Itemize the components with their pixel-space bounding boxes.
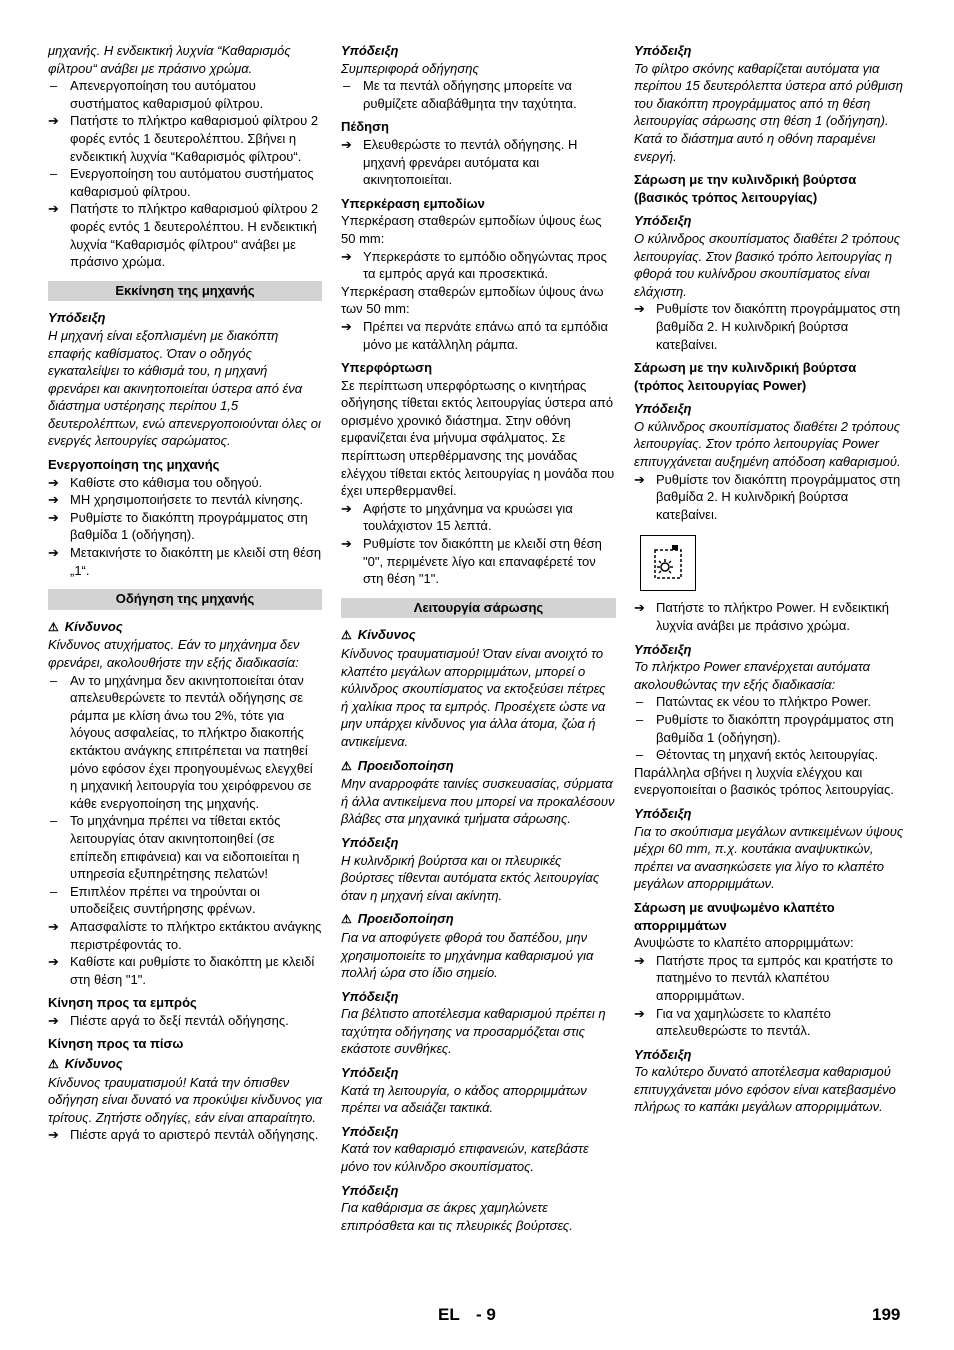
list-item <box>48 544 322 579</box>
list-item <box>48 1012 322 1030</box>
column-2 <box>341 42 616 1234</box>
paragraph: Ανυψώστε το κλαπέτο απορριμμάτων: <box>634 935 854 951</box>
list-item <box>634 471 906 524</box>
arrow-icon: ➔ <box>341 318 352 334</box>
footer-section-page: - 9 <box>476 1305 496 1324</box>
warning-label: Προειδοποίηση <box>357 911 454 927</box>
list-item <box>48 953 322 988</box>
paragraph: Παράλληλα σβήνει η λυχνία ελέγχου και ενεργοποιείται ο βασικός τρόπος λειτουργίας. <box>634 764 894 798</box>
dash-bullet: – <box>50 672 58 688</box>
list-item <box>48 112 322 165</box>
warning-triangle-icon: ⚠ <box>341 628 352 643</box>
list-item <box>634 693 906 711</box>
arrow-icon: ➔ <box>341 500 352 516</box>
arrow-icon: ➔ <box>634 952 645 968</box>
danger-heading <box>341 626 616 645</box>
arrow-icon: ➔ <box>341 248 352 264</box>
list-item <box>634 711 906 746</box>
arrow-icon: ➔ <box>48 509 59 525</box>
page-number: 199 <box>872 1305 901 1324</box>
danger-label: Κίνδυνος <box>357 627 416 643</box>
arrow-icon: ➔ <box>634 301 645 317</box>
list-text: Πρέπει να περνάτε επάνω από τα εμπόδια μόνο με κατάλληλη ράμπα. <box>363 318 609 352</box>
list-item <box>341 136 616 189</box>
list-text: Για να χαμηλώσετε το κλαπέτο απελευθερώστε το πεντάλ. <box>656 1005 831 1039</box>
subheading: Σάρωση με ανυψωμένο κλαπέτο απορριμμάτων <box>634 899 835 933</box>
dash-bullet: – <box>50 166 58 182</box>
subheading: Πέδηση <box>341 119 389 135</box>
subheading: Υπερφόρτωση <box>341 360 433 376</box>
footer-language: EL <box>438 1305 460 1324</box>
subheading: Υπερκέραση εμποδίων <box>341 195 485 211</box>
list-item <box>48 672 322 813</box>
section-heading: Λειτουργία σάρωσης <box>341 598 616 619</box>
column-3 <box>634 42 906 1116</box>
arrow-icon: ➔ <box>48 492 59 508</box>
note-heading: Υπόδειξη <box>634 401 692 417</box>
subheading: Κίνηση προς τα εμπρός <box>48 995 197 1011</box>
note-heading: Υπόδειξη <box>341 834 399 850</box>
arrow-icon: ➔ <box>48 918 59 934</box>
note-text: Κατά τον καθαρισμό επιφανειών, κατεβάστε μόνο τον κύλινδρο σκουπίσματος. <box>341 1141 589 1175</box>
warning-triangle-icon: ⚠ <box>341 912 352 927</box>
note-text: Για το σκούπισμα μεγάλων αντικειμένων ύψους μέχρι 60 mm, π.χ. κουτάκια αναψυκτικών, πρέπει να ανασηκώσετε για λίγο το κλαπέτο μεγάλων απορριμμάτων. <box>634 823 904 892</box>
list-text: Πατήστε το πλήκτρο καθαρισμού φίλτρου 2 φορές εντός 1 δευτερολέπτου. Η ενδεικτική λυχνία “Καθαρισμός φίλτρου“ ανάβει με πράσινο χρώμα. <box>70 201 319 270</box>
warning-text: Μην αναρροφάτε ταινίες συσκευασίας, σύρματα ή άλλα αντικείμενα που μπορεί να προκαλέσουν βλάβες στα μηχανικά τμήματα σάρωσης. <box>341 776 615 827</box>
note-heading: Υπόδειξη <box>341 43 399 58</box>
list-text: Απενεργοποίηση του αυτόματου συστήματος καθαρισμού φίλτρου. <box>70 78 264 111</box>
danger-text: Κίνδυνος τραυματισμού! Κατά την όπισθεν οδήγηση είναι δυνατό να προκύψει κίνδυνος για τρίτους. Ζητήστε οδηγίες, εάν είναι απαραίτητο. <box>48 1074 323 1125</box>
list-text: Πατήστε το πλήκτρο καθαρισμού φίλτρου 2 φορές εντός 1 δευτερολέπτου. Σβήνει η ενδεικτική λυχνία “Καθαρισμός φίλτρου“. <box>70 113 319 164</box>
list-text: Το μηχάνημα πρέπει να τίθεται εκτός λειτουργίας όταν ακινητοποιηθεί (σε επίπεδη επιφάνεια) και να ειδοποιείται η υπηρεσία εξυπηρέτησης πελατών! <box>70 813 300 882</box>
list-item <box>48 200 322 270</box>
list-text: Πατήστε προς τα εμπρός και κρατήστε το πατημένο το πεντάλ κλαπέτου απορριμμάτων. <box>656 952 894 1003</box>
list-item <box>634 952 906 1005</box>
list-item <box>48 165 322 200</box>
list-text: Επιπλέον πρέπει να τηρούνται οι υποδείξεις συντήρησης φρένων. <box>70 883 260 917</box>
arrow-icon: ➔ <box>48 113 59 129</box>
list-text: Απασφαλίστε το πλήκτρο εκτάκτου ανάγκης περιστρέφοντάς το. <box>70 918 322 952</box>
danger-label: Κίνδυνος <box>64 618 123 634</box>
list-text: Καθίστε στο κάθισμα του οδηγού. <box>70 474 263 490</box>
dash-bullet: – <box>636 694 644 710</box>
list-text: Αν το μηχάνημα δεν ακινητοποιείται όταν απελευθερώνετε το πεντάλ οδήγησης σε ράμπα με κλίση άνω του 2%, τότε για λόγους ασφαλείας, το πλήκτρο διακοπής εκτάκτου ανάγκης επιτρέπεται να πατηθεί μόνο εφόσον έχει προηγουμένως ελεγχθεί η μηχανική λειτουργία του χειρόφρενου σε κάθε ενεργοποίηση της μηχανής. <box>70 672 313 811</box>
list-text: Μετακινήστε το διακόπτη με κλειδί στη θέση „1“. <box>70 545 322 578</box>
list-text: Πατώντας εκ νέου το πλήκτρο Power. <box>656 694 872 710</box>
dash-bullet: – <box>50 78 58 94</box>
dash-bullet: – <box>50 883 58 899</box>
danger-heading <box>48 618 322 637</box>
arrow-icon: ➔ <box>634 600 645 616</box>
list-item <box>48 812 322 882</box>
note-text: Ο κύλινδρος σκουπίσματος διαθέτει 2 τρόπους λειτουργίας. Στον τρόπο λειτουργίας Power επιτυγχάνεται αυξημένη απόδοση καθαρισμού. <box>634 418 901 470</box>
subheading: Κίνηση προς τα πίσω <box>48 1036 184 1052</box>
list-text: Ελευθερώστε το πεντάλ οδήγησης. Η μηχανή φρενάρει αυτόματα και ακινητοποιείται. <box>363 136 578 188</box>
list-text: Ενεργοποίηση του αυτόματου συστήματος καθαρισμού φίλτρου. <box>70 166 314 199</box>
arrow-icon: ➔ <box>48 474 59 490</box>
note-text: Κατά τη λειτουργία, ο κάδος απορριμμάτων πρέπει να αδειάζει τακτικά. <box>341 1082 587 1116</box>
subheading: Σάρωση με την κυλινδρική βούρτσα (βασικός τρόπος λειτουργίας) <box>634 172 857 205</box>
arrow-icon: ➔ <box>341 136 352 152</box>
list-item <box>341 77 616 112</box>
list-text: Πατήστε το πλήκτρο Power. Η ενδεικτική λυχνία ανάβει με πράσινο χρώμα. <box>656 600 890 634</box>
list-text: Ρυθμίστε το διακόπτη προγράμματος στη βαθμίδα 1 (οδήγηση). <box>656 712 894 745</box>
note-heading: Υπόδειξη <box>341 1182 399 1198</box>
note-heading: Υπόδειξη <box>341 1123 399 1139</box>
arrow-icon: ➔ <box>48 201 59 217</box>
list-text: Αφήστε το μηχάνημα να κρυώσει για τουλάχιστον 15 λεπτά. <box>363 500 573 534</box>
note-text: Συμπεριφορά οδήγησης <box>341 60 479 76</box>
warning-heading <box>341 910 616 929</box>
section-heading: Εκκίνηση της μηχανής <box>48 281 322 302</box>
list-item <box>634 746 906 764</box>
list-item <box>48 1126 322 1144</box>
danger-heading <box>48 1055 322 1074</box>
list-item <box>48 509 322 544</box>
arrow-icon: ➔ <box>48 1127 59 1143</box>
list-item <box>48 77 322 112</box>
note-text: Το καλύτερο δυνατό αποτέλεσμα καθαρισμού επιτυγχάνεται μόνο εφόσον είναι κατεβασμένο πλήρως το καπάκι μεγάλων απορριμμάτων. <box>634 1064 896 1115</box>
arrow-icon: ➔ <box>341 536 352 552</box>
arrow-icon: ➔ <box>634 1005 645 1021</box>
list-item <box>634 1005 906 1040</box>
list-text: Ρυθμίστε τον διακόπτη προγράμματος στη βαθμίδα 2. Η κυλινδρική βούρτσα κατεβαίνει. <box>656 471 901 522</box>
column-1 <box>48 42 322 1144</box>
note-text: Ο κύλινδρος σκουπίσματος διαθέτει 2 τρόπους λειτουργίας. Στον βασικό τρόπο λειτουργίας η φθορά του κυλίνδρου σκουπίσματος είναι ελάχιστη. <box>634 230 901 299</box>
note-heading: Υπόδειξη <box>341 988 399 1004</box>
list-item <box>48 883 322 918</box>
warning-triangle-icon: ⚠ <box>341 758 352 773</box>
list-text: Πιέστε αργά το δεξί πεντάλ οδήγησης. <box>70 1012 289 1028</box>
warning-label: Προειδοποίηση <box>357 757 454 773</box>
note-heading: Υπόδειξη <box>341 1065 399 1081</box>
list-text: ΜΗ χρησιμοποιήσετε το πεντάλ κίνησης. <box>70 492 304 508</box>
note-text: Το φίλτρο σκόνης καθαρίζεται αυτόματα για περίπου 15 δευτερόλεπτα ύστερα από ρύθμιση του διακόπτη προγράμματος από τη θέση λειτουργίας σάρωσης στη θέση 1 (οδήγηση). Κατά το διάστημα αυτό η οθόνη παραμένει ενεργή. <box>634 60 903 164</box>
note-text: Για καθάρισμα σε άκρες χαμηλώνετε επιπρόσθετα και τις πλευρικές βούρτσες. <box>341 1200 573 1233</box>
dash-bullet: – <box>636 747 644 763</box>
power-button-icon <box>640 535 696 591</box>
list-text: Καθίστε και ρυθμίστε το διακόπτη με κλειδί στη θέση "1". <box>70 954 315 987</box>
warning-heading <box>341 757 616 776</box>
list-text: Πιέστε αργά το αριστερό πεντάλ οδήγησης. <box>70 1127 319 1143</box>
list-item <box>341 248 616 283</box>
dash-bullet: – <box>50 813 58 829</box>
warning-text: Για να αποφύγετε φθορά του δαπέδου, μην χρησιμοποιείτε το μηχάνημα καθαρισμού για πολλή ώρα στο ίδιο σημείο. <box>341 929 594 981</box>
list-text: Θέτοντας τη μηχανή εκτός λειτουργίας. <box>656 747 879 763</box>
list-text: Με τα πεντάλ οδήγησης μπορείτε να ρυθμίζετε αδιαβάθμητα την ταχύτητα. <box>363 78 577 111</box>
list-text: Ρυθμίστε τον διακόπτη προγράμματος στη βαθμίδα 2. Η κυλινδρική βούρτσα κατεβαίνει. <box>656 301 901 352</box>
dash-bullet: – <box>636 712 644 727</box>
list-item <box>341 500 616 535</box>
note-heading: Υπόδειξη <box>48 310 106 326</box>
paragraph: μηχανής. Η ενδεικτική λυχνία “Καθαρισμός φίλτρου“ ανάβει με πράσινο χρώμα. <box>48 43 291 76</box>
subheading: Ενεργοποίηση της μηχανής <box>48 457 220 473</box>
list-item <box>48 918 322 953</box>
note-text: Η μηχανή είναι εξοπλισμένη με διακόπτη επαφής καθίσματος. Όταν ο οδηγός εγκαταλείψει το κάθισμά του, η μηχανή φρενάρει και ακινητοποιείται ύστερα από ένα διάστημα υστέρησης περίπου 1,5 δευτερολέπτων, ενώ απενεργοποιούνται όλες οι ενεργές λειτουργίες σαρώματος. <box>48 327 321 449</box>
paragraph: Υπερκέραση σταθερών εμποδίων ύψους έως 50 mm: <box>341 213 602 246</box>
list-item <box>341 318 616 353</box>
note-text: Για βέλτιστο αποτέλεσμα καθαρισμού πρέπει η ταχύτητα οδήγησης να προσαρμόζεται στις εκάστοτε συνθήκες. <box>341 1006 606 1057</box>
note-heading: Υπόδειξη <box>634 43 692 58</box>
arrow-icon: ➔ <box>634 471 645 487</box>
danger-text: Κίνδυνος ατυχήματος. Εάν το μηχάνημα δεν φρενάρει, ακολουθήστε την εξής διαδικασία: <box>48 637 300 670</box>
note-heading: Υπόδειξη <box>634 641 692 657</box>
warning-triangle-icon: ⚠ <box>48 1057 59 1072</box>
list-text: Ρυθμίστε το διακόπτη προγράμματος στη βαθμίδα 1 (οδήγηση). <box>70 509 308 543</box>
power-symbol-graphic <box>641 536 695 590</box>
dash-bullet: – <box>343 78 351 94</box>
warning-triangle-icon: ⚠ <box>48 619 59 634</box>
note-heading: Υπόδειξη <box>634 805 692 821</box>
paragraph: Υπερκέραση σταθερών εμποδίων ύψους άνω των 50 mm: <box>341 283 604 317</box>
list-item <box>48 491 322 509</box>
arrow-icon: ➔ <box>48 1012 59 1028</box>
paragraph: Σε περίπτωση υπερφόρτωσης ο κινητήρας οδήγησης τίθεται εκτός λειτουργίας ύστερα από ορισμένο χρονικό διάστημα. Στην οθόνη εμφανίζεται ένα μήνυμα σφάλματος. Σε περίπτωση υπερθέρμανσης της μονάδας ελέγχου τίθεται εκτός λειτουργίας η μονάδα που έχει υπερθερμανθεί. <box>341 377 615 499</box>
note-text: Η κυλινδρική βούρτσα και οι πλευρικές βούρτσες τίθενται αυτόματα εκτός λειτουργίας όταν η μηχανή είναι ακίνητη. <box>341 852 600 903</box>
note-text: Το πλήκτρο Power επανέρχεται αυτόματα ακολουθώντας την εξής διαδικασία: <box>634 659 871 692</box>
arrow-icon: ➔ <box>48 954 59 970</box>
arrow-icon: ➔ <box>48 545 59 561</box>
danger-text: Κίνδυνος τραυματισμού! Όταν είναι ανοιχτό το κλαπέτο μεγάλων απορριμμάτων, μπορεί ο κύλινδρος σκουπίσματος να εκτοξεύσει πέτρες ή χαλίκια προς τα εμπρός. Προσέχετε ώστε να μην υπάρχει κίνδυνος για άλλα άτομα, ζώα ή αντικείμενα. <box>341 646 606 749</box>
danger-label: Κίνδυνος <box>64 1056 123 1072</box>
list-text: Ρυθμίστε τον διακόπτη με κλειδί στη θέση "0", περιμένετε λίγο και επαναφέρετέ τον στη θέση "1". <box>363 536 602 587</box>
list-text: Υπερκεράστε το εμπόδιο οδηγώντας προς τα εμπρός αργά και προσεκτικά. <box>363 248 607 282</box>
list-item <box>634 300 906 353</box>
note-heading: Υπόδειξη <box>634 1046 692 1062</box>
note-heading: Υπόδειξη <box>634 213 692 229</box>
section-heading: Οδήγηση της μηχανής <box>48 589 322 610</box>
list-item <box>634 599 906 634</box>
list-item <box>341 535 616 588</box>
subheading: Σάρωση με την κυλινδρική βούρτσα (τρόπος λειτουργίας Power) <box>634 360 857 393</box>
list-item <box>48 474 322 492</box>
